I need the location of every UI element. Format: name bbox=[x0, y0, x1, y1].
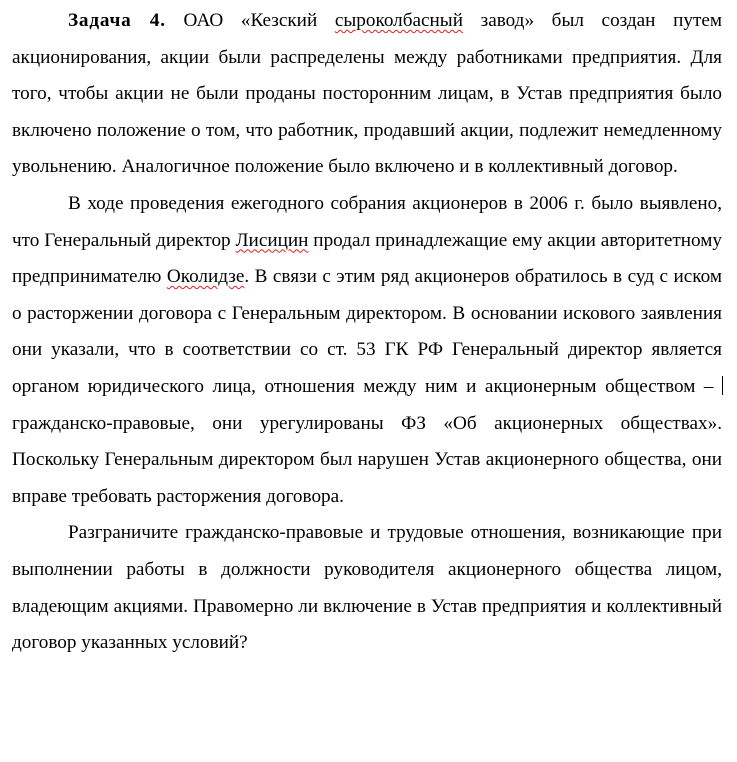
text-run: Разграничите гражданско-правовые и трудовые отношения, возникающие при выполнении работы в должности руководителя акционерного общества лицом, владеющим акциями. Правомерно ли включение в Устав предприятия и коллективный договор указанных условий? bbox=[12, 522, 722, 654]
text-cursor bbox=[722, 376, 723, 395]
paragraph-questions[interactable] bbox=[12, 515, 722, 661]
text-run: продал принадлежащие ему акции авторитетному предпринимателю bbox=[12, 229, 722, 288]
task-heading: Задача 4. bbox=[68, 10, 166, 31]
text-run: В ходе проведения ежегодного собрания акционеров в 2006 г. было выявлено, что Генеральный директор bbox=[12, 192, 722, 251]
misspelled-word[interactable]: сыроколбасный bbox=[334, 10, 463, 31]
text-run: . В связи с этим ряд акционеров обратилось в суд с иском о расторжении договора с Генеральным директором. В основании искового заявления они указали, что в соответствии со ст. 53 ГК РФ Генеральный директор является органом юридического лица, отношения между ним и акционерным обществом – bbox=[12, 266, 722, 397]
paragraph-task-statement[interactable] bbox=[12, 3, 722, 186]
text-run: ОАО «Кезский bbox=[165, 10, 335, 31]
text-run: завод» был создан путем акционирования, акции были распределены между работниками предприятия. Для того, чтобы акции не были проданы посторонним лицам, в Устав предприятия было включено положение о том, что работник, продавший акции, подлежит немедленному увольнению. Аналогичное положение было включено и в коллективный договор. bbox=[12, 10, 722, 178]
misspelled-word[interactable]: Лисицин bbox=[235, 229, 309, 251]
misspelled-word[interactable]: Околидзе bbox=[166, 266, 245, 288]
text-run: гражданско-правовые, они урегулированы ФЗ «Об акционерных обществах». Поскольку Генеральным директором был нарушен Устав акционерного общества, они вправе требовать расторжения договора. bbox=[12, 412, 722, 507]
paragraph-case-facts[interactable] bbox=[12, 186, 722, 515]
